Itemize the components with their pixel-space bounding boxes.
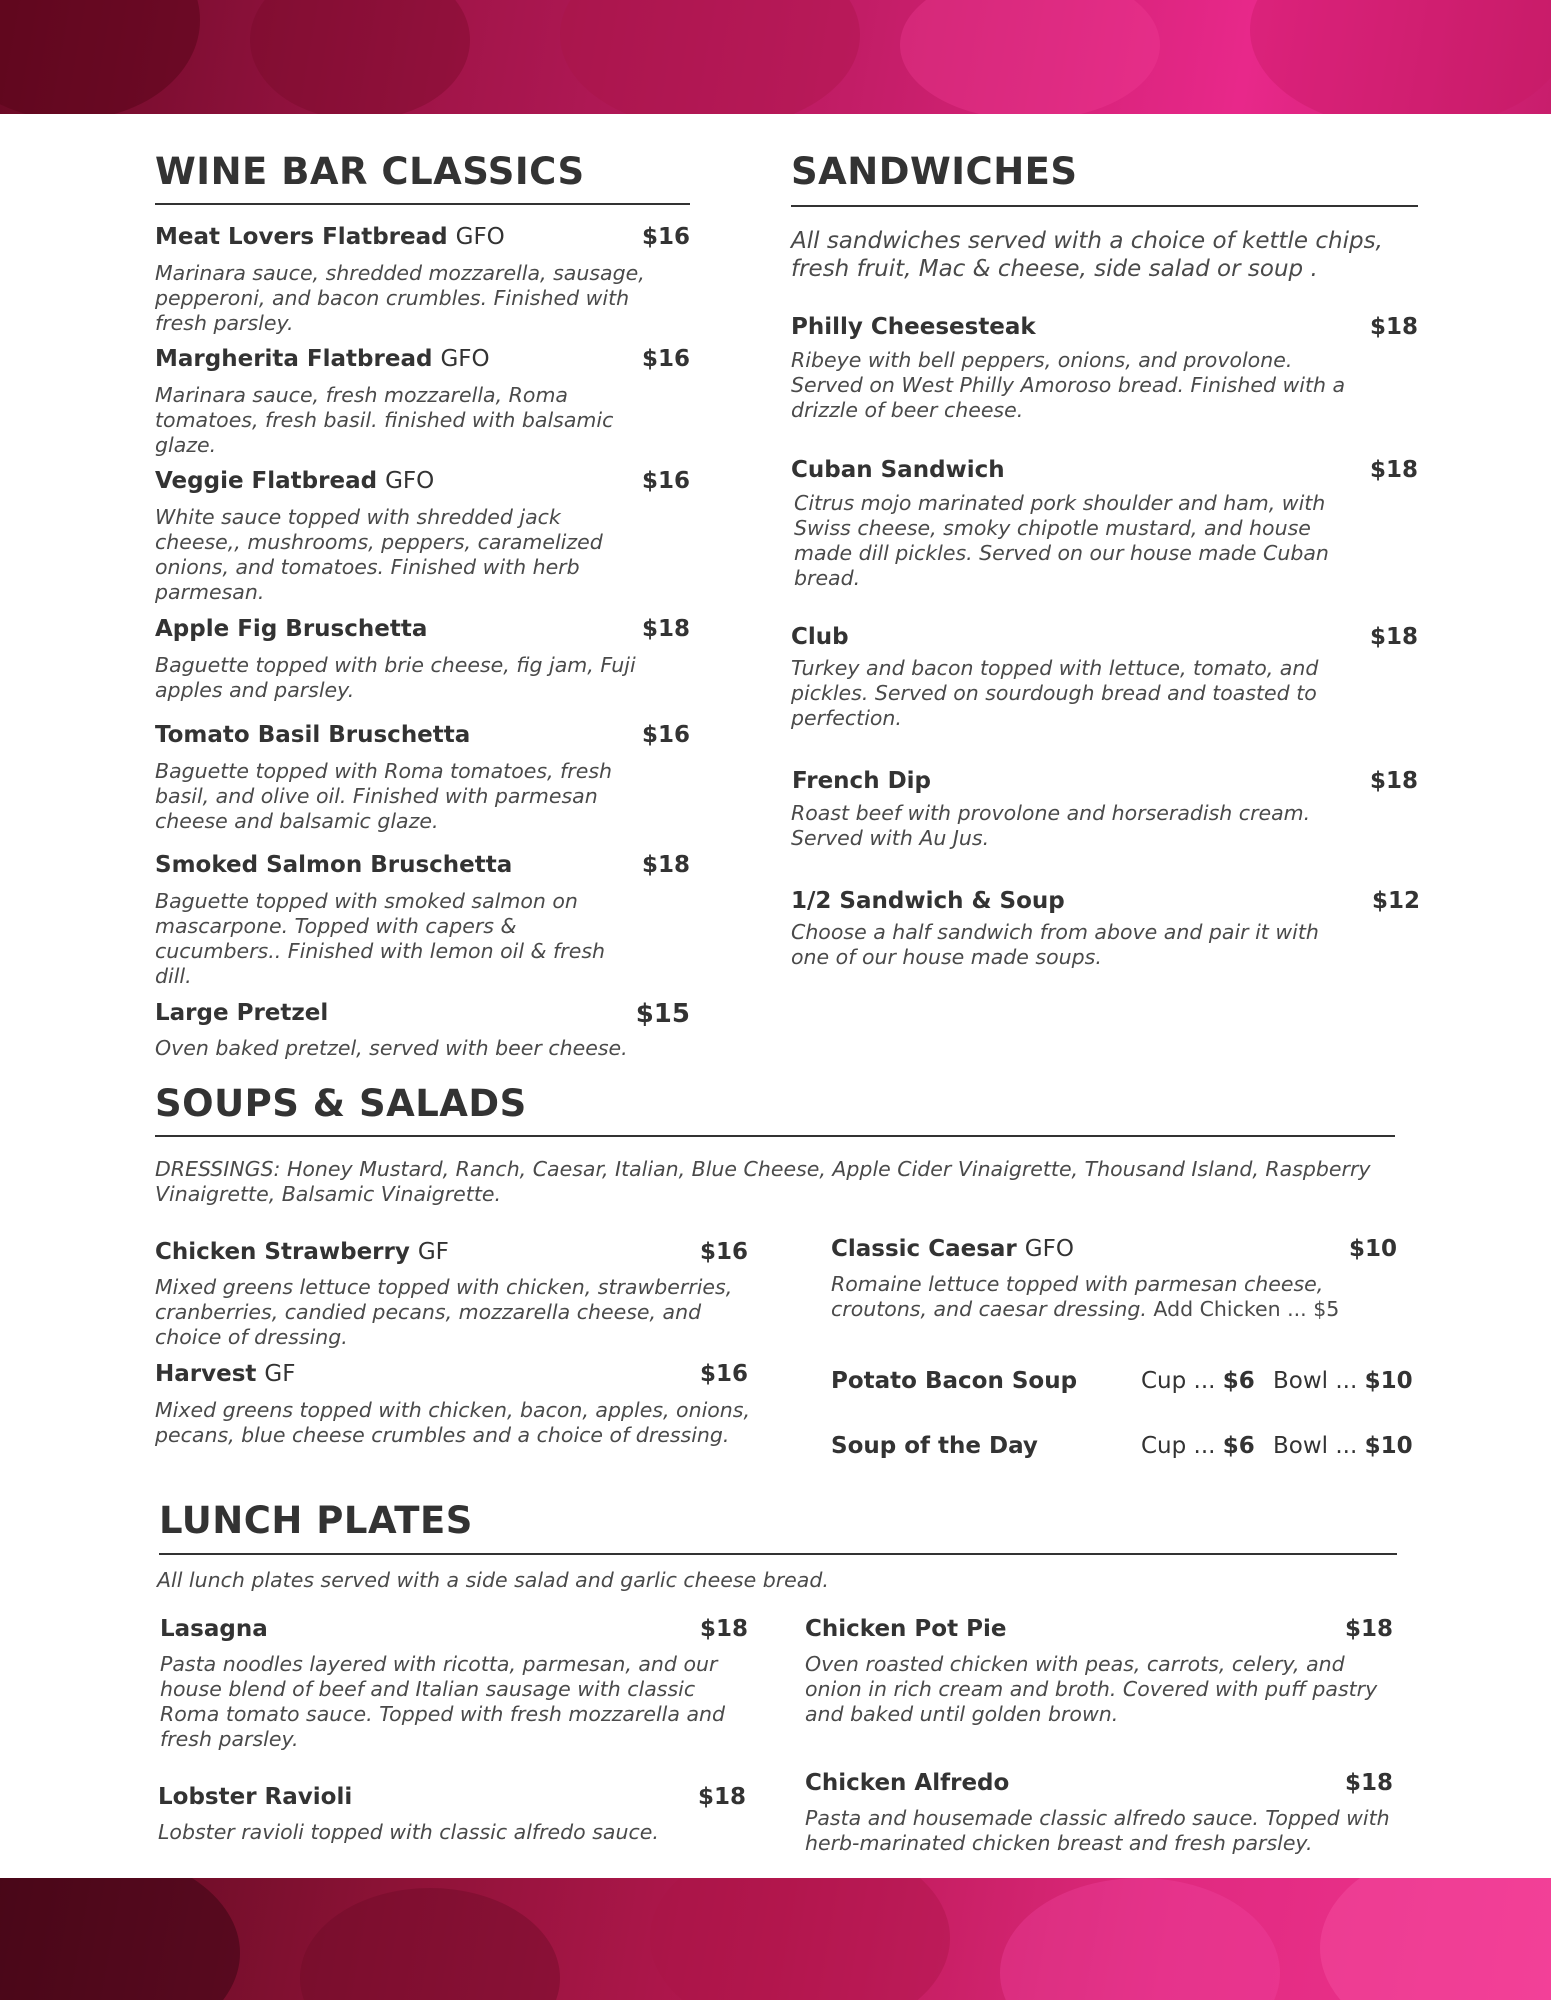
menu-item-description: Romaine lettuce topped with parmesan cheese, croutons, and caesar dressing. Add Chicken ... $5 (831, 1272, 1340, 1321)
menu-item-description: Baguette topped with Roma tomatoes, fresh basil, and olive oil. Finished with parmesan cheese and balsamic glaze. (155, 759, 612, 833)
soup-bowl-price: Bowl ... $10 (1273, 1433, 1413, 1459)
lunch-plates-divider (159, 1553, 1397, 1555)
menu-item-name: Harvest GF (155, 1361, 296, 1387)
menu-item-description: Oven baked pretzel, served with beer cheese. (155, 1036, 628, 1060)
menu-item-description: Lobster ravioli topped with classic alfredo sauce. (158, 1820, 659, 1844)
menu-item-price: $18 (1369, 314, 1418, 340)
menu-item-name: Tomato Basil Bruschetta (155, 722, 471, 748)
menu-item-price: $18 (699, 1616, 748, 1642)
menu-item-description: Mixed greens lettuce topped with chicken, strawberries, cranberries, candied pecans, mozzarella cheese, and choice of dressing. (155, 1275, 733, 1349)
menu-item-name: Lasagna (160, 1616, 268, 1642)
menu-item-price: $18 (641, 852, 690, 878)
footer-decorative-band (0, 1878, 1551, 2000)
menu-item-name: Lobster Ravioli (158, 1784, 353, 1810)
menu-item-description: Marinara sauce, fresh mozzarella, Roma tomatoes, fresh basil. finished with balsamic glaze. (155, 383, 614, 457)
menu-item-price: $18 (1344, 1616, 1393, 1642)
dressings-list: DRESSINGS: Honey Mustard, Ranch, Caesar, Italian, Blue Cheese, Apple Cider Vinaigrette, Thousand Island, Raspberry Vinaigrette, Balsamic Vinaigrette. (155, 1157, 1371, 1206)
decorative-blob (250, 0, 470, 114)
soup-name: Potato Bacon Soup (831, 1368, 1078, 1394)
menu-item-description: Ribeye with bell peppers, onions, and provolone. Served on West Philly Amoroso bread. Finished with a drizzle of beer cheese. (791, 348, 1346, 422)
decorative-blob (560, 0, 860, 114)
menu-item-description: Pasta noodles layered with ricotta, parmesan, and our house blend of beef and Italian sausage with classic Roma tomato sauce. Topped with fresh mozzarella and fresh parsley. (160, 1652, 726, 1751)
menu-item-price: $16 (641, 346, 690, 372)
menu-item-description: Pasta and housemade classic alfredo sauce. Topped with herb-marinated chicken breast and fresh parsley. (805, 1806, 1390, 1855)
menu-item-price: $18 (1369, 768, 1418, 794)
wine-bar-divider (155, 203, 690, 205)
menu-item-description: Baguette topped with brie cheese, fig jam, Fuji apples and parsley. (155, 653, 636, 702)
menu-item-price: $18 (1369, 457, 1418, 483)
menu-item-name: French Dip (792, 768, 932, 794)
menu-item-name: Large Pretzel (155, 1000, 329, 1026)
soups-salads-title: SOUPS & SALADS (155, 1082, 527, 1125)
menu-item-name: Smoked Salmon Bruschetta (155, 852, 513, 878)
decorative-blob (1250, 0, 1551, 114)
menu-item-description: Roast beef with provolone and horseradish cream. Served with Au Jus. (791, 801, 1311, 850)
menu-item-price: $16 (641, 468, 690, 494)
menu-item-name: Margherita Flatbread GFO (155, 346, 490, 372)
decorative-blob (900, 0, 1160, 114)
menu-item-name: Chicken Alfredo (805, 1770, 1010, 1796)
decorative-blob (1000, 1878, 1280, 2000)
menu-item-price: $12 (1371, 888, 1420, 914)
menu-item-name: Chicken Strawberry GF (155, 1239, 449, 1265)
menu-item-name: Classic Caesar GFO (831, 1236, 1074, 1262)
soup-cup-price: Cup ... $6 (1141, 1433, 1255, 1459)
wine-bar-title: WINE BAR CLASSICS (155, 150, 585, 193)
menu-item-price: $18 (1344, 1770, 1393, 1796)
decorative-blob (1320, 1878, 1551, 2000)
menu-item-name: Apple Fig Bruschetta (155, 616, 428, 642)
caesar-addon: Add Chicken ... $5 (1153, 1297, 1340, 1321)
sandwiches-divider (791, 205, 1418, 207)
decorative-blob (650, 1878, 950, 2000)
menu-item-name: Meat Lovers Flatbread GFO (155, 224, 505, 250)
menu-item-name: Cuban Sandwich (791, 457, 1005, 483)
decorative-blob (0, 0, 200, 114)
lunch-plates-title: LUNCH PLATES (159, 1499, 473, 1542)
menu-item-price: $18 (697, 1784, 746, 1810)
soup-name: Soup of the Day (831, 1433, 1038, 1459)
menu-item-name: Club (791, 624, 849, 650)
menu-item-description: Baguette topped with smoked salmon on mascarpone. Topped with capers & cucumbers.. Finished with lemon oil & fresh dill. (155, 889, 605, 988)
menu-item-name: Chicken Pot Pie (805, 1616, 1007, 1642)
menu-item-description: Marinara sauce, shredded mozzarella, sausage, pepperoni, and bacon crumbles. Finished with fresh parsley. (155, 261, 645, 335)
menu-item-name: Philly Cheesesteak (791, 314, 1036, 340)
menu-item-price: $16 (699, 1239, 748, 1265)
decorative-blob (300, 1888, 560, 2000)
menu-item-price: $16 (699, 1361, 748, 1387)
soups-salads-divider (155, 1135, 1395, 1137)
menu-item-price: $16 (641, 722, 690, 748)
sandwiches-note: All sandwiches served with a choice of kettle chips, fresh fruit, Mac & cheese, side salad or soup . (791, 228, 1383, 282)
menu-item-name: 1/2 Sandwich & Soup (791, 888, 1065, 914)
menu-item-price: $10 (1348, 1236, 1397, 1262)
menu-item-description: Choose a half sandwich from above and pair it with one of our house made soups. (791, 920, 1319, 969)
menu-item-price: $15 (635, 999, 690, 1029)
menu-item-name: Veggie Flatbread GFO (155, 468, 435, 494)
decorative-blob (0, 1878, 240, 2000)
menu-item-description: Mixed greens topped with chicken, bacon, apples, onions, pecans, blue cheese crumbles and a choice of dressing. (155, 1398, 750, 1447)
menu-item-price: $18 (1369, 624, 1418, 650)
soup-bowl-price: Bowl ... $10 (1273, 1368, 1413, 1394)
menu-item-description: Citrus mojo marinated pork shoulder and ham, with Swiss cheese, smoky chipotle mustard, and house made dill pickles. Served on our house made Cuban bread. (794, 491, 1329, 590)
sandwiches-title: SANDWICHES (791, 150, 1078, 193)
header-decorative-band (0, 0, 1551, 114)
menu-item-price: $16 (641, 224, 690, 250)
soup-cup-price: Cup ... $6 (1141, 1368, 1255, 1394)
menu-item-description: White sauce topped with shredded jack cheese,, mushrooms, peppers, caramelized onions, and tomatoes. Finished with herb parmesan. (155, 505, 603, 604)
menu-item-price: $18 (641, 616, 690, 642)
menu-item-description: Oven roasted chicken with peas, carrots, celery, and onion in rich cream and broth. Covered with puff pastry and baked until golden brown. (805, 1652, 1378, 1726)
lunch-plates-note: All lunch plates served with a side salad and garlic cheese bread. (157, 1568, 829, 1592)
menu-item-description: Turkey and bacon topped with lettuce, tomato, and pickles. Served on sourdough bread and toasted to perfection. (791, 656, 1319, 730)
